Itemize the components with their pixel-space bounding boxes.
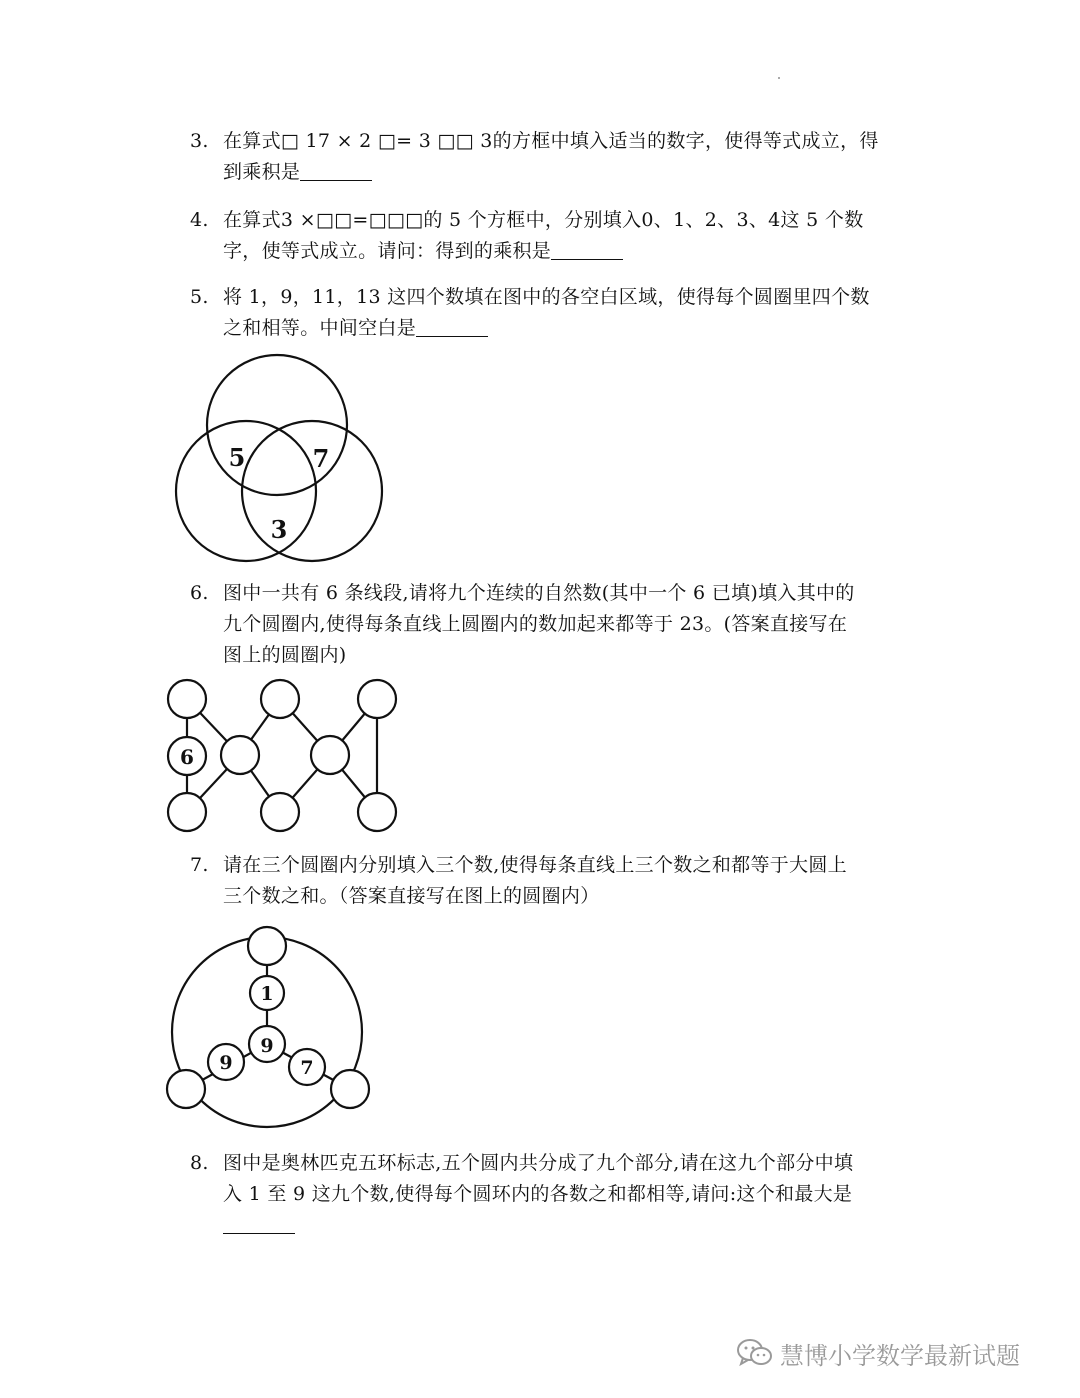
wechat-icon bbox=[736, 1337, 774, 1369]
line-segments-diagram bbox=[160, 672, 410, 842]
wheel-label: 7 bbox=[300, 1057, 314, 1079]
node-circle[interactable] bbox=[261, 680, 299, 718]
venn-label-right: 7 bbox=[312, 444, 330, 473]
venn-diagram bbox=[160, 360, 400, 570]
question-text-line: 请在三个圆圈内分别填入三个数,使得每条直线上三个数之和都等于大圆上 bbox=[223, 854, 847, 876]
question-number: 3. bbox=[190, 130, 209, 152]
question-number: 6. bbox=[190, 582, 209, 604]
answer-blank[interactable] bbox=[223, 1214, 295, 1234]
question-number: 7. bbox=[190, 854, 209, 876]
question-text-line: 到乘积是 bbox=[223, 161, 301, 183]
question-number: 5. bbox=[190, 286, 209, 308]
question-text-line: 九个圆圈内,使得每条直线上圆圈内的数加起来都等于 23。(答案直接写在 bbox=[223, 613, 848, 635]
question-number: 8. bbox=[190, 1152, 209, 1174]
node-circle[interactable] bbox=[358, 793, 396, 831]
node-circle[interactable] bbox=[168, 793, 206, 831]
wheel-diagram bbox=[160, 922, 380, 1132]
node-circle[interactable] bbox=[221, 736, 259, 774]
answer-blank[interactable] bbox=[551, 240, 623, 260]
node-circle[interactable] bbox=[358, 680, 396, 718]
node-circle[interactable] bbox=[311, 736, 349, 774]
question-text-line: 图中是奥林匹克五环标志,五个圆内共分成了九个部分,请在这九个部分中填 bbox=[223, 1152, 854, 1174]
node-circle[interactable] bbox=[261, 793, 299, 831]
venn-circle-top bbox=[207, 355, 347, 495]
rim-circle-right[interactable] bbox=[331, 1070, 369, 1108]
venn-circle-right bbox=[242, 421, 382, 561]
question-text-line: 三个数之和。（答案直接写在图上的圆圈内） bbox=[223, 885, 600, 907]
question-text-line: 在算式□ 17 × 2 □= 3 □□ 3的方框中填入适当的数字，使得等式成立，得 bbox=[223, 130, 879, 152]
watermark bbox=[736, 1333, 1020, 1373]
wheel-label: 9 bbox=[219, 1052, 233, 1074]
wheel-label: 1 bbox=[260, 983, 274, 1005]
node-circle[interactable] bbox=[168, 680, 206, 718]
question-text-line: 将 1，9，11，13 这四个数填在图中的各空白区域，使得每个圆圈里四个数 bbox=[223, 286, 870, 308]
question-text-line: 之和相等。中间空白是 bbox=[223, 317, 417, 339]
venn-circle-left bbox=[176, 421, 316, 561]
question-text-line: 图上的圆圈内) bbox=[223, 644, 347, 666]
venn-label-bottom: 3 bbox=[270, 515, 288, 544]
question-number: 4. bbox=[190, 209, 209, 231]
wheel-label: 9 bbox=[260, 1035, 274, 1057]
rim-circle-left[interactable] bbox=[167, 1070, 205, 1108]
question-text-line: 在算式3 ×□□=□□□的 5 个方框中，分别填入0、1、2、3、4这 5 个数 bbox=[223, 209, 864, 231]
answer-blank[interactable] bbox=[416, 317, 488, 337]
venn-label-left: 5 bbox=[228, 443, 246, 472]
question-text-line: 入 1 至 9 这九个数,使得每个圆环内的各数之和都相等,请问:这个和最大是 bbox=[223, 1183, 853, 1205]
answer-blank[interactable] bbox=[300, 161, 372, 181]
question-text-line: 字，使等式成立。请问：得到的乘积是 bbox=[223, 240, 552, 262]
rim-circle-top[interactable] bbox=[248, 927, 286, 965]
filled-number: 6 bbox=[180, 745, 194, 769]
question-text-line: 图中一共有 6 条线段,请将九个连续的自然数(其中一个 6 已填)填入其中的 bbox=[223, 582, 855, 604]
watermark-text: 慧博小学数学最新试题 bbox=[780, 1341, 1020, 1370]
scan-speck bbox=[778, 77, 780, 79]
